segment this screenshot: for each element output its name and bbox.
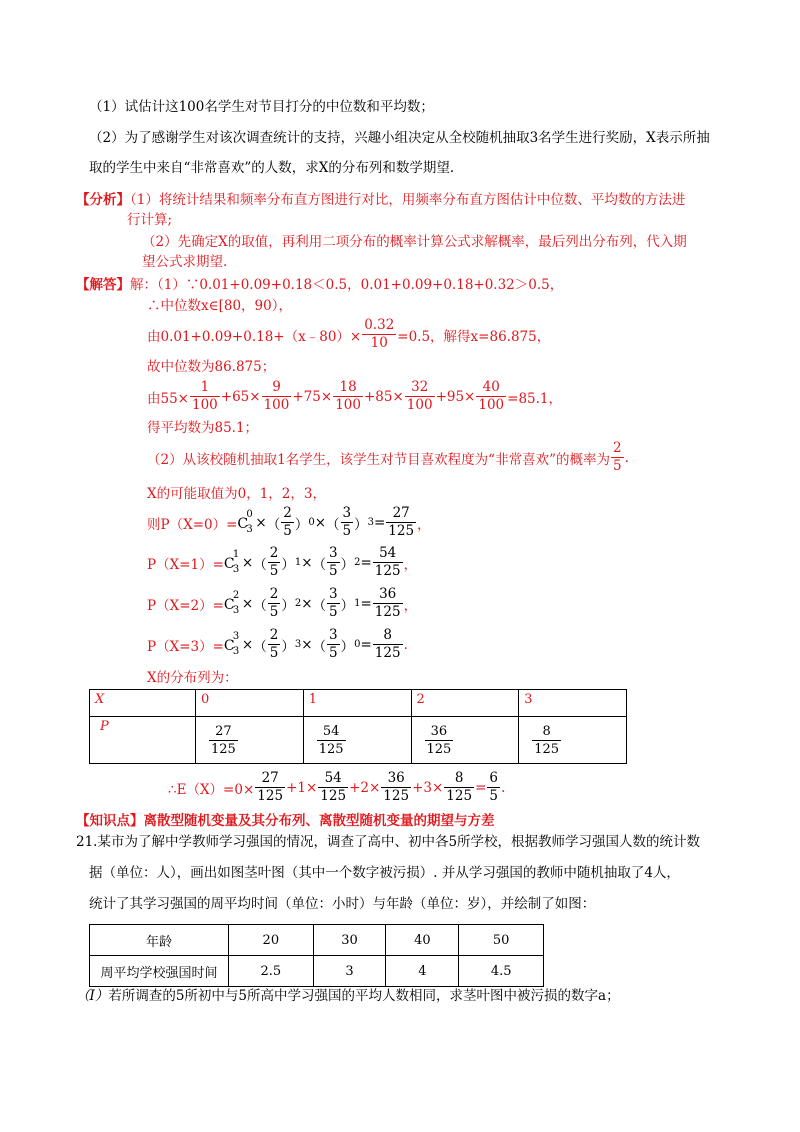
table-cell: $\frac{8}{125}$ [519,717,627,764]
table-cell: 0 [196,690,304,717]
table-cell: $\frac{54}{125}$ [303,717,411,764]
distribution-table [89,689,627,764]
solution-median-equation: 由0.01+0.09+0.18+（x﹣80）× $\frac{0.32}{10}$ =0.5，解得x=86.875， [147,317,551,351]
fraction: $\frac{1}{100}$ [192,379,218,413]
table-cell: 1 [303,690,411,717]
analysis-line-2: 行计算; [127,212,173,228]
fraction: $\frac{18}{100}$ [335,379,361,413]
table-cell: $\frac{36}{125}$ [411,717,519,764]
fraction: $\frac{40}{100}$ [478,379,505,413]
expectation-equation: ∴E（X）=0× $\frac{27}{125}$ +1× $\frac{54}{125}$ +2× $\frac{36}{125}$ +3× $\frac{8}{125}$ = $\frac{6}{5}$ . [168,770,506,804]
analysis-text: （1）将统计结果和频率分布直方图进行对比，用频率分布直方图估计中位数、平均数的方法进 [130,192,686,208]
question-21-line-1: 21.某市为了解中学教师学习强国的情况，调查了高中、初中各5所学校，根据教师学习强国人数的统计数 [76,834,701,850]
fraction: $\frac{36}{125}$ [374,586,401,620]
question-part-2-line-2: 取的学生中来自“非常喜欢”的人数，求X的分布列和数学期望. [89,160,455,176]
probability-x3: P（X=3）= C 3 3 × （ $\frac{2}{5}$ ） 3 × （ $\frac{3}{5}$ ） 0 = $\frac{8}{125}$ . [147,627,408,661]
question-21-line-2: 据（单位：人），画出如图茎叶图（其中一个数字被污损）. 并从学习强国的教师中随机抽取了4人， [89,865,680,881]
fraction: $\frac{54}{125}$ [374,545,401,579]
table-cell: 20 [229,925,314,956]
fraction: $\frac{6}{5}$ [489,770,498,804]
fraction: $\frac{27}{125}$ [257,770,284,804]
table-header-age: 年龄 [90,925,229,956]
fraction: $\frac{36}{125}$ [383,770,410,804]
fraction: $\frac{32}{100}$ [406,379,433,413]
solution-probability-line: （2）从该校随机抽取1名学生，该学生对节目喜欢程度为“非常喜欢”的概率为 $\frac{2}{5}$ . [147,440,629,474]
table-cell: 4.5 [459,956,544,987]
probability-x2: P（X=2）= C 2 3 × （ $\frac{2}{5}$ ） 2 × （ $\frac{3}{5}$ ） 1 = $\frac{36}{125}$ ， [147,586,418,620]
table-cell: 2.5 [229,956,314,987]
table-cell: 3 [519,690,627,717]
solution-tag: 【解答】 [76,277,130,293]
fraction: $\frac{27}{125}$ [388,505,415,539]
table-header-time: 周平均学校强国时间 [90,956,229,987]
table-cell: 30 [313,925,386,956]
question-part-2-line-1: （2）为了感谢学生对该次调查统计的支持，兴趣小组决定从全校随机抽取3名学生进行奖励，X表示所抽 [89,130,710,146]
analysis-line-3: （2）先确定X的取值，再利用二项分布的概率计算公式求解概率，最后列出分布列，代入期 [142,234,687,250]
fraction: $\frac{0.32}{10}$ [364,317,395,351]
question-part-1: （1）试估计这100名学生对节目打分的中位数和平均数； [89,99,434,115]
table-cell: 50 [459,925,544,956]
table-cell: 3 [313,956,386,987]
table-cell: 2 [411,690,519,717]
question-21-part-1: （I）若所调查的5所初中与5所高中学习强国的平均人数相同，求茎叶图中被污损的数字a； [76,988,620,1004]
question-21-line-3: 统计了其学习强国的周平均时间（单位：小时）与年龄（单位：岁），并绘制了如图： [89,896,596,912]
analysis-line-1 [76,190,685,210]
table-header-x: X [90,690,196,717]
fraction: $\frac{8}{125}$ [446,770,473,804]
fraction: $\frac{2}{5}$ [269,586,279,620]
knowledge-point: 【知识点】离散型随机变量及其分布列、离散型随机变量的期望与方差 [76,813,495,829]
fraction: $\frac{3}{5}$ [329,586,338,620]
fraction: $\frac{2}{5}$ [283,505,292,539]
solution-mean-result: 得平均数为85.1； [147,420,259,436]
table-cell: $\frac{27}{125}$ [196,717,304,764]
probability-x1: P（X=1）= C 1 3 × （ $\frac{2}{5}$ ） 1 × （ $\frac{3}{5}$ ） 2 = $\frac{54}{125}$ ， [147,545,418,579]
fraction: $\frac{2}{5}$ [612,440,622,474]
analysis-tag: 【分析】 [76,192,130,208]
fraction: $\frac{3}{5}$ [342,505,352,539]
age-time-table [89,924,544,987]
fraction: $\frac{3}{5}$ [329,545,338,579]
probability-x0: 则P（X=0）= C 0 3 × （ $\frac{2}{5}$ ） 0 × （ $\frac{3}{5}$ ） 3 = $\frac{27}{125}$ ， [147,505,431,539]
analysis-line-4: 望公式求期望. [142,254,228,270]
fraction: $\frac{2}{5}$ [269,545,279,579]
fraction: $\frac{54}{125}$ [320,770,347,804]
table-header-p: P [90,717,196,764]
solution-line-1: 【解答】解：（1）∵0.01+0.09+0.18＜0.5，0.01+0.09+0.18+0.32＞0.5， [76,277,564,293]
distribution-label: X的分布列为： [147,670,238,686]
solution-median-result: 故中位数为86.875； [147,359,276,375]
fraction: $\frac{8}{125}$ [374,627,401,661]
fraction: $\frac{9}{100}$ [263,379,290,413]
solution-line-2: ∴中位数x∈[80，90）， [147,298,292,314]
table-cell: 4 [386,956,459,987]
solution-values-line: X的可能取值为0，1，2，3， [147,486,326,502]
fraction: $\frac{2}{5}$ [269,627,279,661]
fraction: $\frac{3}{5}$ [329,627,338,661]
table-cell: 40 [386,925,459,956]
solution-mean-equation: 由55× $\frac{1}{100}$ +65× $\frac{9}{100}$ +75× $\frac{18}{100}$ +85× $\frac{32}{100}$ +95× $\frac{40}{100}$ =85.1， [147,379,563,413]
